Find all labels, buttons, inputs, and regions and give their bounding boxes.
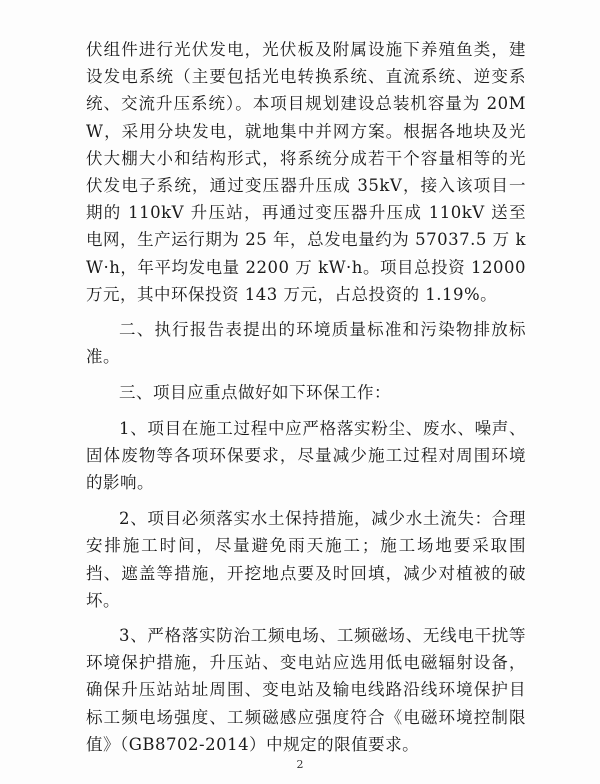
page-number: 2 xyxy=(296,758,304,771)
paragraph-item-3: 3、严格落实防治工频电场、工频磁场、无线电干扰等环境保护措施，升压站、变电站应选用低电磁辐射设备，确保升压站站址周围、变电站及输电线路沿线环境保护目标工频电场强度、工频磁感应强度符合《电磁环境控制限值》（GB8702-2014）中规定的限值要求。 xyxy=(86,626,526,754)
paragraph-item-1: 1、项目在施工过程中应严格落实粉尘、废水、噪声、固体废物等各项环保要求，尽量减少施工过程对周围环境的影响。 xyxy=(86,418,526,493)
paragraph-section-two: 二、执行报告表提出的环境质量标准和污染物排放标准。 xyxy=(86,320,526,367)
paragraph-project-description: 伏组件进行光伏发电，光伏板及附属设施下养殖鱼类，建设发电系统（主要包括光电转换系统、直流系统、逆变系统、交流升压系统）。本项目规划建设总装机容量为 20MW，采用分块发电，就地集中并网方案。根据各地块及光伏大棚大小和结构形式，将系统分成若干个容量相等的光伏发电子系统，通过变压器升压成 35kV，接入该项目一期的 110kV 升压站，再通过变压器升压成 110kV 送至电网，生产运行期为 25 年，总发电量约为 57037.5 万 kW·h，年平均发电量 2200 万 kW·h。项目总投资 12000 万元，其中环保投资 143 万元，占总投资的 1.19%。 xyxy=(86,40,526,304)
document-body xyxy=(86,36,526,758)
paragraph-item-2: 2、项目必须落实水土保持措施，减少水土流失：合理安排施工时间，尽量避免雨天施工；施工场地要采取围挡、遮盖等措施，开挖地点要及时回填，减少对植被的破坏。 xyxy=(86,509,526,610)
paragraph-section-three: 三、项目应重点做好如下环保工作： xyxy=(119,383,391,403)
